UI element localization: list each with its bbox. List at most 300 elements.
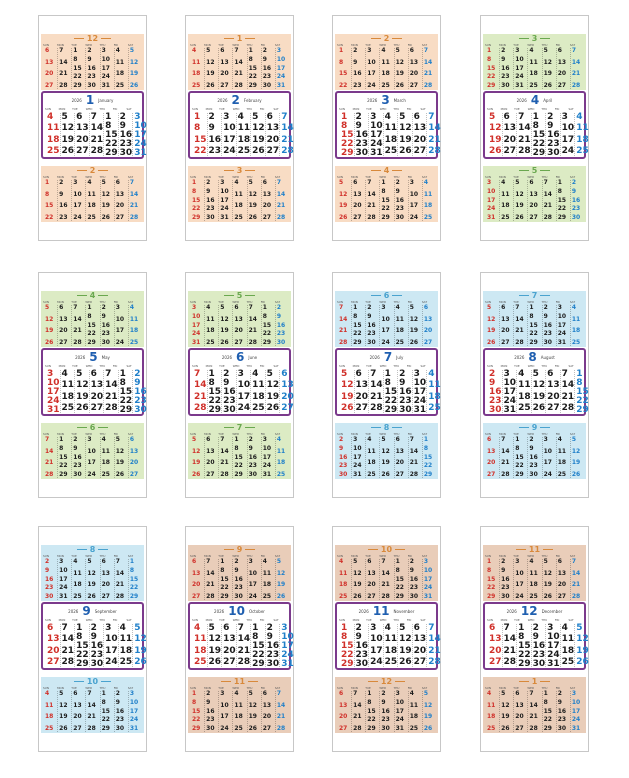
day-number: 25 [129, 338, 139, 346]
weekday-label: SUN [485, 554, 491, 558]
month-number: 1 [85, 93, 95, 107]
day-number: 21 [61, 645, 75, 656]
month-number: 1 [236, 34, 243, 43]
day-number: 8 [119, 378, 126, 388]
weekday-label: SUN [337, 300, 343, 304]
day-number: 14 [543, 190, 552, 198]
day-number: 10 [237, 380, 251, 391]
day-number: 21 [428, 134, 441, 145]
day-number: 22 [252, 650, 265, 660]
day-number: 13 [487, 447, 496, 455]
day-number: 12 [341, 380, 354, 391]
weekday-column [408, 437, 422, 478]
calendar-sheet [332, 15, 441, 241]
day-number: 3 [47, 369, 54, 379]
weekday-label: MON [204, 43, 211, 47]
day-grid [193, 623, 294, 669]
day-number: 13 [503, 123, 517, 134]
day-number: 9 [501, 55, 506, 63]
day-number: 21 [220, 459, 229, 467]
day-number: 11 [276, 447, 286, 455]
month-name: May [101, 354, 110, 360]
month-number: 6 [89, 423, 96, 432]
day-number: 24 [237, 402, 251, 413]
day-number: 18 [194, 645, 207, 656]
month-number: 4 [383, 166, 390, 175]
day-number: 23 [73, 462, 82, 470]
weekday-label: FRI [260, 175, 266, 179]
weekday-label: THU [246, 686, 253, 690]
weekday-column [338, 691, 351, 732]
day-number: 13 [409, 58, 419, 66]
weekday-label: MON [204, 432, 211, 436]
weekday-column [486, 691, 499, 732]
day-number: 27 [413, 145, 427, 156]
weekday-column [397, 113, 412, 156]
weekday-label: SUN [337, 175, 343, 179]
day-number: 2 [90, 623, 97, 633]
day-number: 13 [529, 190, 538, 198]
weekday-label: SUN [487, 618, 493, 622]
day-number: 6 [557, 558, 562, 565]
weekday-column [502, 113, 517, 156]
weekday-column [191, 437, 204, 478]
weekday-label: WED [379, 364, 387, 368]
weekday-column [218, 437, 232, 478]
day-number: 6 [101, 558, 106, 565]
day-number: 30 [262, 82, 272, 89]
weekday-label: SAT [126, 618, 132, 622]
weekday-column [247, 691, 261, 732]
weekday-column [44, 437, 57, 478]
day-number: 25 [381, 81, 390, 89]
day-number: 22 [220, 584, 229, 592]
day-number: 7 [194, 369, 201, 379]
weekday-column [193, 113, 207, 156]
day-number: 17 [395, 707, 404, 715]
weekday-label: THU [99, 175, 106, 179]
weekday-column [513, 437, 527, 478]
day-number: 24 [134, 139, 147, 149]
day-number: 6 [234, 304, 239, 311]
day-number: 7 [59, 47, 64, 54]
day-number: 15 [395, 575, 404, 583]
weekday-header-row [485, 432, 584, 436]
header-rule [519, 295, 529, 297]
weekday-label: THU [393, 618, 400, 622]
day-number: 12 [129, 58, 139, 66]
weekday-label: SAT [273, 107, 279, 111]
day-number: 21 [381, 581, 390, 589]
weekday-label: MON [57, 300, 64, 304]
day-number: 13 [355, 380, 369, 391]
day-number: 9 [276, 312, 282, 320]
day-number: 5 [543, 47, 548, 54]
weekday-column [531, 113, 546, 156]
day-number: 9 [571, 187, 577, 195]
weekday-label: TUE [365, 43, 371, 47]
day-number: 5 [489, 112, 496, 122]
weekday-label: MON [58, 364, 66, 368]
day-number: 17 [220, 713, 229, 721]
day-number: 18 [571, 327, 581, 335]
day-grid [488, 112, 589, 158]
day-number: 18 [276, 459, 286, 467]
day-number: 14 [276, 701, 286, 709]
day-number: 2 [73, 436, 78, 443]
day-grid [191, 48, 289, 89]
day-number: 5 [353, 558, 358, 565]
day-number: 9 [101, 312, 106, 320]
day-number: 21 [276, 713, 286, 721]
day-number: 6 [223, 623, 230, 633]
day-number: 15 [557, 196, 567, 204]
day-number: 21 [206, 581, 215, 589]
day-number: 19 [76, 391, 89, 402]
weekday-label: FRI [113, 43, 119, 47]
day-number: 1 [518, 623, 525, 633]
weekday-label: WED [379, 300, 387, 304]
weekday-column [570, 559, 584, 600]
header-rule [98, 170, 108, 172]
day-number: 8 [487, 55, 492, 63]
weekday-label: FRI [112, 364, 118, 368]
day-number: 7 [543, 179, 548, 186]
day-number: 22 [73, 73, 82, 81]
day-grid [191, 691, 289, 732]
weekday-label: WED [232, 175, 240, 179]
day-number: 11 [381, 58, 390, 66]
weekday-label: SUN [190, 300, 196, 304]
prev-month-band [335, 34, 438, 90]
header-rule [224, 549, 234, 551]
weekday-column [556, 180, 570, 221]
day-number: 11 [61, 380, 75, 391]
month-number: 8 [528, 350, 537, 364]
weekday-column [191, 305, 204, 346]
day-number: 9 [547, 121, 554, 131]
day-number: 7 [367, 179, 372, 186]
day-number: 15 [532, 130, 546, 140]
weekday-column [247, 559, 261, 600]
day-number: 17 [47, 387, 60, 397]
weekday-label: FRI [407, 554, 413, 558]
day-number: 8 [518, 632, 525, 642]
day-number: 16 [115, 707, 125, 715]
next-month-band [335, 423, 438, 479]
day-number: 27 [223, 656, 236, 667]
day-number: 12 [515, 190, 524, 198]
day-number: 1 [87, 304, 92, 311]
weekday-column [132, 113, 147, 156]
weekday-column [204, 691, 218, 732]
weekday-label: SAT [421, 686, 428, 690]
day-number: 27 [529, 213, 538, 221]
weekday-label: TUE [71, 175, 77, 179]
weekday-column [394, 559, 408, 600]
day-number: 4 [557, 436, 562, 443]
weekday-label: SUN [45, 618, 51, 622]
day-number: 17 [561, 134, 575, 145]
weekday-label: SUN [43, 686, 49, 690]
day-number: 10 [487, 187, 496, 195]
day-number: 18 [529, 70, 538, 78]
day-number: 18 [576, 134, 589, 145]
month-number: 12 [380, 677, 393, 686]
day-number: 28 [237, 656, 251, 667]
day-number: 25 [73, 592, 82, 600]
weekday-label: WED [232, 364, 240, 368]
day-number: 4 [339, 558, 344, 565]
day-number: 29 [76, 659, 89, 669]
day-number: 8 [220, 566, 225, 574]
month-header [43, 604, 142, 618]
day-number: 11 [252, 380, 265, 391]
weekday-label: MON [205, 107, 213, 111]
day-grid [191, 305, 289, 346]
month-number: 10 [86, 677, 99, 686]
day-number: 24 [561, 145, 575, 156]
prev-month-band [335, 545, 438, 601]
day-number: 9 [223, 378, 230, 388]
day-number: 14 [529, 701, 538, 709]
day-number: 7 [234, 47, 239, 54]
weekday-column [486, 180, 499, 221]
day-number: 29 [529, 339, 538, 346]
day-number: 3 [276, 47, 282, 54]
day-number: 2 [208, 112, 215, 122]
day-number: 26 [45, 338, 54, 346]
year-label: 2026 [214, 608, 225, 614]
weekday-label: WED [232, 432, 240, 436]
weekday-label: SUN [45, 364, 51, 368]
day-number: 31 [262, 471, 272, 478]
month-number: 7 [531, 291, 538, 300]
day-number: 23 [529, 462, 538, 470]
day-number: 5 [423, 690, 429, 697]
day-number: 20 [266, 134, 280, 145]
weekday-label: TUE [366, 618, 372, 622]
weekday-label: THU [541, 107, 548, 111]
day-number: 3 [237, 369, 244, 379]
weekday-label: FRI [555, 686, 561, 690]
day-number: 12 [87, 569, 96, 577]
day-number: 8 [208, 378, 215, 388]
weekday-column [114, 180, 128, 221]
next-month-band [41, 677, 144, 733]
main-month-band [41, 348, 147, 416]
weekday-column [379, 559, 393, 600]
header-rule [392, 427, 402, 429]
day-number: 20 [409, 70, 419, 78]
day-grid [191, 437, 289, 478]
weekday-column [351, 48, 365, 89]
day-number: 2 [557, 690, 562, 697]
day-number: 16 [409, 575, 419, 583]
day-number: 7 [503, 623, 510, 633]
day-number: 29 [248, 82, 257, 89]
day-number: 6 [355, 369, 362, 379]
day-number: 3 [281, 623, 288, 633]
day-number: 26 [576, 656, 589, 667]
calendar-sheet [332, 272, 441, 498]
weekday-label: WED [379, 175, 387, 179]
weekday-label: SUN [339, 618, 345, 622]
weekday-column [191, 691, 204, 732]
weekday-label: SAT [126, 107, 132, 111]
day-number: 17 [223, 134, 236, 145]
month-name: December [541, 608, 563, 614]
day-number: 1 [557, 179, 562, 186]
day-number: 15 [367, 707, 376, 715]
month-number: 5 [531, 166, 538, 175]
weekday-label: SAT [421, 554, 428, 558]
weekday-column [114, 559, 128, 600]
day-number: 6 [413, 623, 420, 633]
day-number: 22 [76, 650, 89, 660]
weekday-label: FRI [555, 175, 561, 179]
day-number: 20 [45, 70, 54, 78]
day-number: 18 [252, 391, 265, 402]
day-number: 31 [547, 659, 560, 669]
day-number: 16 [355, 130, 369, 140]
weekday-label: SUN [337, 554, 343, 558]
weekday-label: TUE [72, 107, 78, 111]
day-number: 27 [409, 81, 419, 89]
weekday-header-row [339, 107, 434, 111]
day-number: 17 [370, 130, 383, 140]
day-number: 29 [515, 471, 524, 478]
day-number: 7 [518, 112, 525, 122]
day-number: 4 [384, 112, 391, 122]
month-number: 11 [528, 545, 541, 554]
day-number: 4 [423, 179, 429, 186]
day-number: 25 [339, 592, 348, 600]
weekday-label: MON [351, 686, 358, 690]
day-number: 20 [339, 713, 348, 721]
day-number: 5 [487, 304, 492, 311]
day-number: 4 [384, 623, 391, 633]
day-number: 14 [115, 569, 125, 577]
day-number: 27 [206, 470, 215, 478]
weekday-label: SUN [485, 43, 491, 47]
day-number: 25 [192, 81, 201, 89]
day-number: 5 [61, 112, 68, 122]
day-number: 6 [262, 690, 267, 697]
weekday-label: THU [393, 432, 400, 436]
day-number: 30 [206, 725, 215, 732]
prev-month-band [483, 545, 586, 601]
weekday-label: THU [393, 300, 400, 304]
day-number: 16 [381, 707, 390, 715]
day-number: 19 [423, 713, 433, 721]
weekday-column [193, 370, 207, 413]
day-number: 6 [529, 179, 534, 186]
day-number: 30 [90, 659, 104, 669]
day-grid [44, 559, 142, 600]
weekday-column [560, 370, 575, 413]
day-number: 1 [487, 558, 492, 565]
weekday-label: MON [205, 364, 213, 368]
weekday-label: MON [351, 432, 358, 436]
day-number: 4 [119, 623, 126, 633]
day-number: 26 [220, 338, 229, 346]
day-grid [193, 112, 294, 156]
weekday-label: SAT [421, 175, 428, 179]
day-number: 5 [220, 304, 225, 311]
weekday-header-row [192, 618, 287, 622]
day-number: 22 [381, 205, 390, 213]
day-number: 24 [367, 81, 376, 89]
day-number: 13 [76, 123, 89, 134]
weekday-column [85, 437, 99, 478]
day-number: 19 [532, 391, 546, 402]
weekday-label: TUE [71, 554, 77, 558]
month-number: 4 [89, 291, 96, 300]
day-number: 26 [501, 724, 510, 732]
weekday-column [338, 48, 351, 89]
day-number: 25 [428, 402, 441, 413]
day-number: 2 [45, 558, 50, 565]
weekday-column [422, 437, 436, 478]
day-number: 11 [206, 315, 215, 323]
day-number: 14 [105, 380, 118, 391]
day-number: 1 [59, 436, 64, 443]
day-number: 13 [395, 447, 404, 455]
day-number: 17 [571, 707, 581, 715]
day-number: 15 [192, 196, 201, 204]
weekday-label: SAT [569, 686, 576, 690]
day-number: 10 [353, 444, 362, 452]
weekday-column [338, 437, 351, 478]
day-number: 4 [428, 369, 435, 379]
weekday-column [261, 180, 275, 221]
day-number: 3 [223, 112, 230, 122]
day-number: 7 [45, 436, 50, 443]
day-number: 15 [194, 134, 207, 145]
day-number: 26 [543, 81, 552, 89]
day-grid [338, 180, 436, 221]
day-number: 8 [341, 121, 348, 131]
day-number: 23 [355, 650, 369, 660]
weekday-label: SAT [274, 43, 281, 47]
day-number: 10 [101, 55, 110, 63]
weekday-column [422, 559, 436, 600]
weekday-label: MON [204, 300, 211, 304]
day-number: 18 [384, 134, 398, 145]
day-number: 2 [409, 558, 414, 565]
weekday-column [128, 437, 142, 478]
weekday-header-row [190, 686, 289, 690]
weekday-column [85, 48, 99, 89]
day-number: 16 [355, 641, 369, 651]
main-month-band [483, 91, 589, 159]
day-number: 14 [90, 123, 104, 134]
year-label: 2026 [75, 354, 86, 360]
weekday-label: TUE [71, 43, 77, 47]
weekday-label: MON [352, 107, 360, 111]
day-number: 15 [192, 707, 201, 715]
day-number: 14 [561, 380, 575, 391]
day-number: 6 [367, 558, 372, 565]
day-number: 23 [557, 716, 567, 724]
day-number: 23 [208, 145, 222, 156]
day-number: 16 [73, 453, 82, 461]
day-number: 29 [487, 593, 496, 600]
weekday-header-row [339, 364, 434, 368]
weekday-column [100, 691, 114, 732]
day-number: 23 [101, 330, 110, 338]
